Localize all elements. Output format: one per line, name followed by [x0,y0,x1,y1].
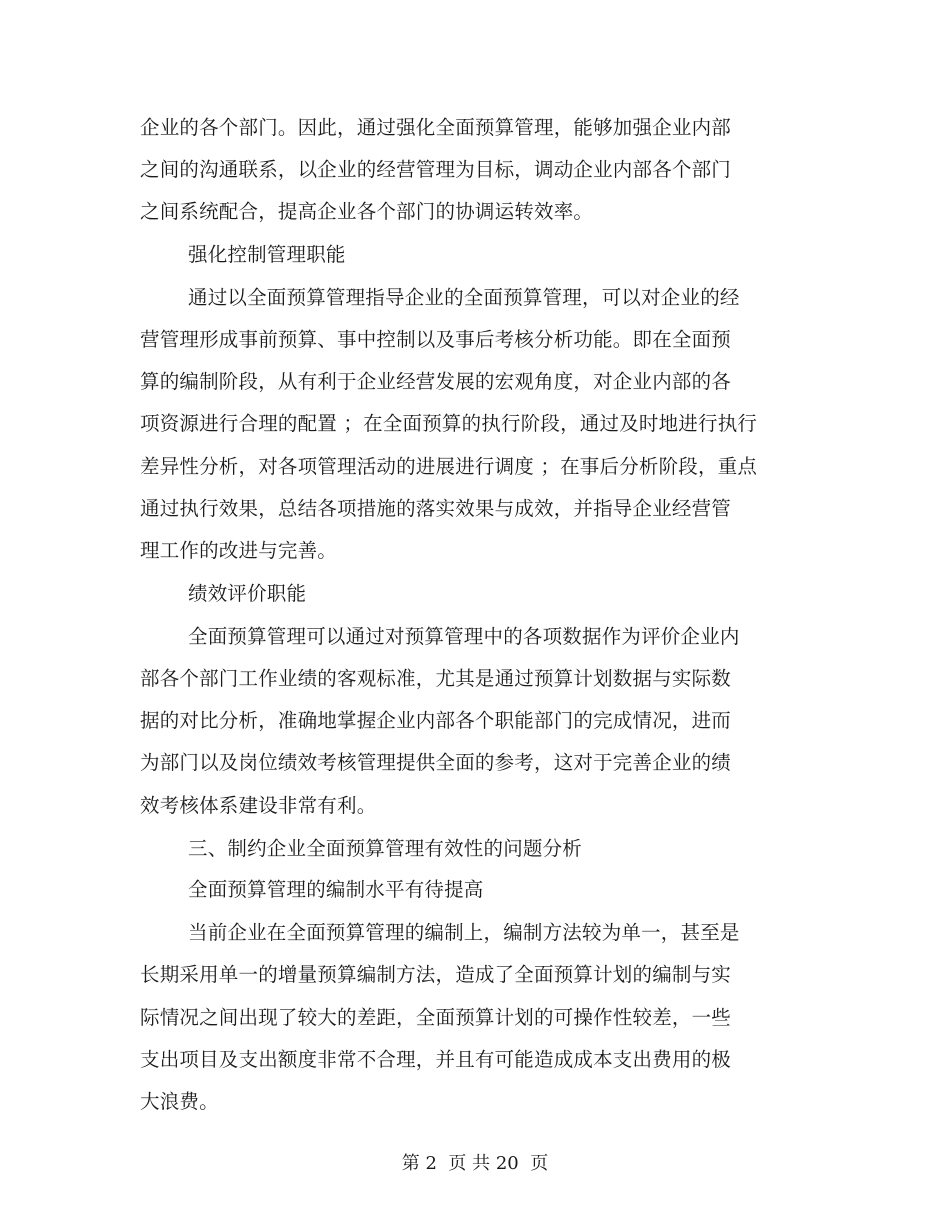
section-heading: 强化控制管理职能 [188,243,346,266]
body-line: 企业的各个部门。因此，通过强化全面预算管理，能够加强企业内部 [140,116,732,139]
body-line: 营管理形成事前预算、事中控制以及事后考核分析功能。即在全面预 [140,328,732,351]
page-number-footer: 第 2 页 共 20 页 [401,1153,549,1174]
body-line: 之间的沟通联系，以企业的经营管理为目标，调动企业内部各个部门 [140,158,732,181]
body-line: 通过执行效果，总结各项措施的落实效果与成效，并指导企业经营管 [140,497,732,520]
section-heading: 三、制约企业全面预算管理有效性的问题分析 [188,837,583,860]
body-line: 之间系统配合，提高企业各个部门的协调运转效率。 [140,200,594,223]
subsection-heading: 全面预算管理的编制水平有待提高 [188,878,484,901]
body-line: 大浪费。 [140,1090,219,1113]
paragraph-first-line: 通过以全面预算管理指导企业的全面预算管理，可以对企业的经 [188,286,740,309]
body-line: 差异性分析，对各项管理活动的进展进行调度 ；在事后分析阶段，重点 [140,455,758,478]
body-line: 际情况之间出现了较大的差距，全面预算计划的可操作性较差，一些 [140,1006,732,1029]
body-line: 支出项目及支出额度非常不合理，并且有可能造成成本支出费用的极 [140,1048,732,1071]
body-line: 据的对比分析，准确地掌握企业内部各个职能部门的完成情况，进而 [140,709,732,732]
body-line: 理工作的改进与完善。 [140,539,338,562]
body-line: 效考核体系建设非常有利。 [140,794,377,817]
body-line: 项资源进行合理的配置 ；在全面预算的执行阶段，通过及时地进行执行 [140,412,758,435]
section-heading: 绩效评价职能 [188,582,307,605]
body-line: 算的编制阶段，从有利于企业经营发展的宏观角度，对企业内部的各 [140,370,732,393]
body-line: 长期采用单一的增量预算编制方法，造成了全面预算计划的编制与实 [140,963,732,986]
paragraph-first-line: 当前企业在全面预算管理的编制上，编制方法较为单一，甚至是 [188,921,740,944]
paragraph-first-line: 全面预算管理可以通过对预算管理中的各项数据作为评价企业内 [188,625,740,648]
body-line: 为部门以及岗位绩效考核管理提供全面的参考，这对于完善企业的绩 [140,751,732,774]
body-line: 部各个部门工作业绩的客观标准，尤其是通过预算计划数据与实际数 [140,667,732,690]
